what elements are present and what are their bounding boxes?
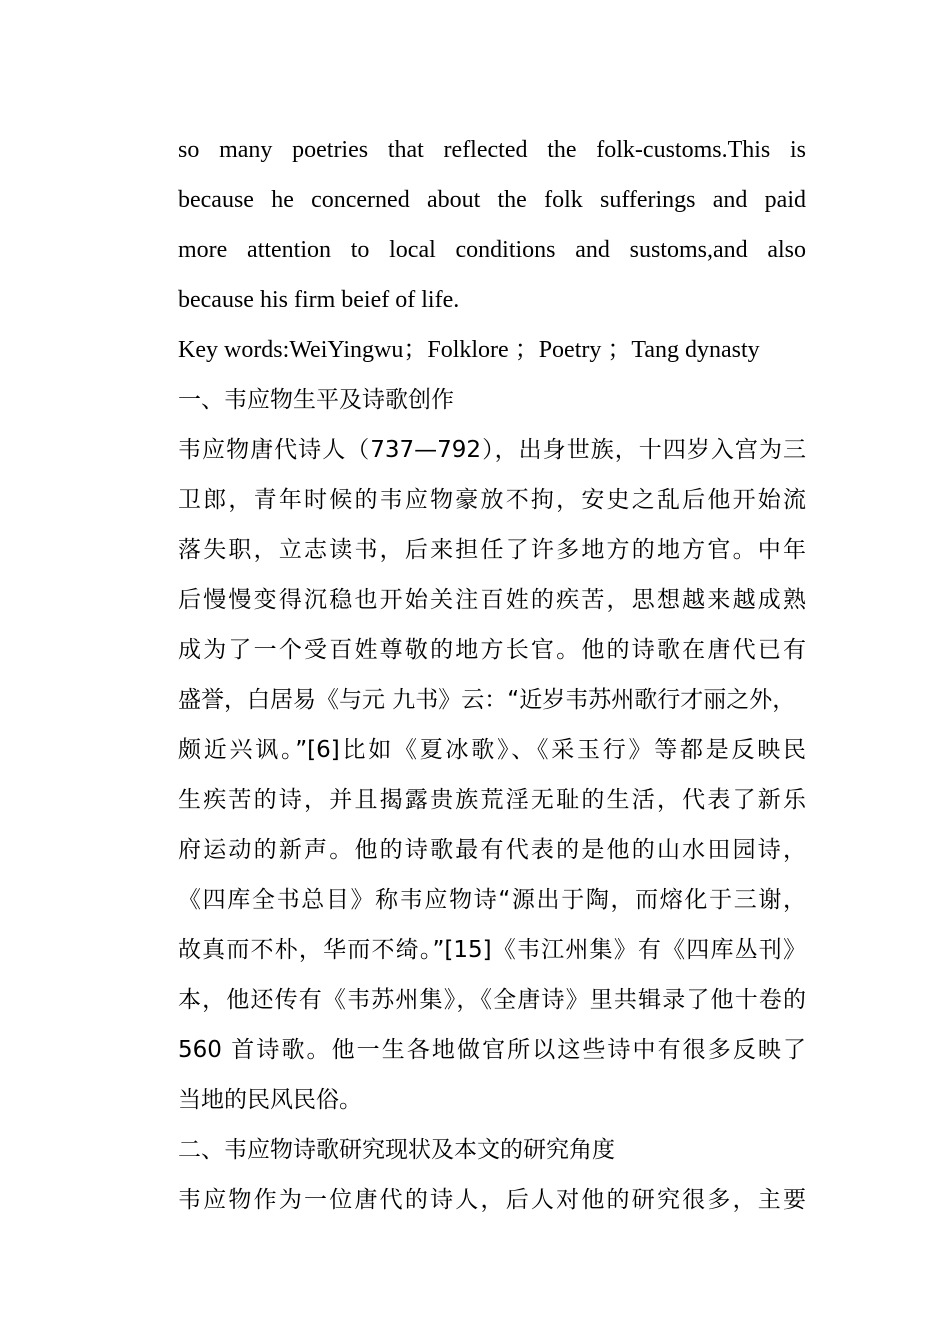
paragraph-line: 府运动的新声。他的诗歌最有代表的是他的山水田园诗， xyxy=(178,837,806,863)
paragraph-line: 韦应物作为一位唐代的诗人，后人对他的研究很多，主要 xyxy=(178,1187,806,1213)
paragraph-line: 盛誉，白居易《与元 九书》云：“近岁韦苏州歌行才丽之外， xyxy=(178,687,796,713)
abstract-line: because his firm beief of life. xyxy=(178,287,460,313)
keywords-line: Key words:WeiYingwu；Folklore ；Poetry ；Tang dynasty xyxy=(178,337,760,363)
paragraph-line: 落失职，立志读书，后来担任了许多地方的地方官。中年 xyxy=(178,537,806,563)
section-heading: 一、韦应物生平及诗歌创作 xyxy=(178,387,454,413)
abstract-line: because he concerned about the folk sufferings and paid xyxy=(178,187,806,213)
paragraph-line: 故真而不朴，华而不绮。”[15]《韦江州集》有《四库丛刊》 xyxy=(178,937,806,963)
paragraph-line: 韦应物唐代诗人（737—792），出身世族，十四岁入宫为三 xyxy=(178,437,806,463)
abstract-line: more attention to local conditions and sustoms,and also xyxy=(178,237,806,263)
section-heading: 二、韦应物诗歌研究现状及本文的研究角度 xyxy=(178,1137,615,1163)
paragraph-line: 当地的民风民俗。 xyxy=(178,1087,362,1113)
paragraph-line: 后慢慢变得沉稳也开始关注百姓的疾苦，思想越来越成熟 xyxy=(178,587,806,613)
abstract-line: so many poetries that reflected the folk-customs.This is xyxy=(178,137,806,163)
paragraph-line: 《四库全书总目》称韦应物诗“源出于陶，而熔化于三谢， xyxy=(178,887,806,913)
paragraph-line: 560 首诗歌。他一生各地做官所以这些诗中有很多反映了 xyxy=(178,1037,806,1063)
paragraph-line: 颇近兴讽。”[6]比如《夏冰歌》、《采玉行》等都是反映民 xyxy=(178,737,806,763)
paragraph-line: 本，他还传有《韦苏州集》，《全唐诗》里共辑录了他十卷的 xyxy=(178,987,806,1013)
body-text xyxy=(178,125,806,1225)
paragraph-line: 卫郎，青年时候的韦应物豪放不拘，安史之乱后他开始流 xyxy=(178,487,806,513)
paragraph-line: 生疾苦的诗，并且揭露贵族荒淫无耻的生活，代表了新乐 xyxy=(178,787,806,813)
paragraph-line: 成为了一个受百姓尊敬的地方长官。他的诗歌在唐代已有 xyxy=(178,637,806,663)
